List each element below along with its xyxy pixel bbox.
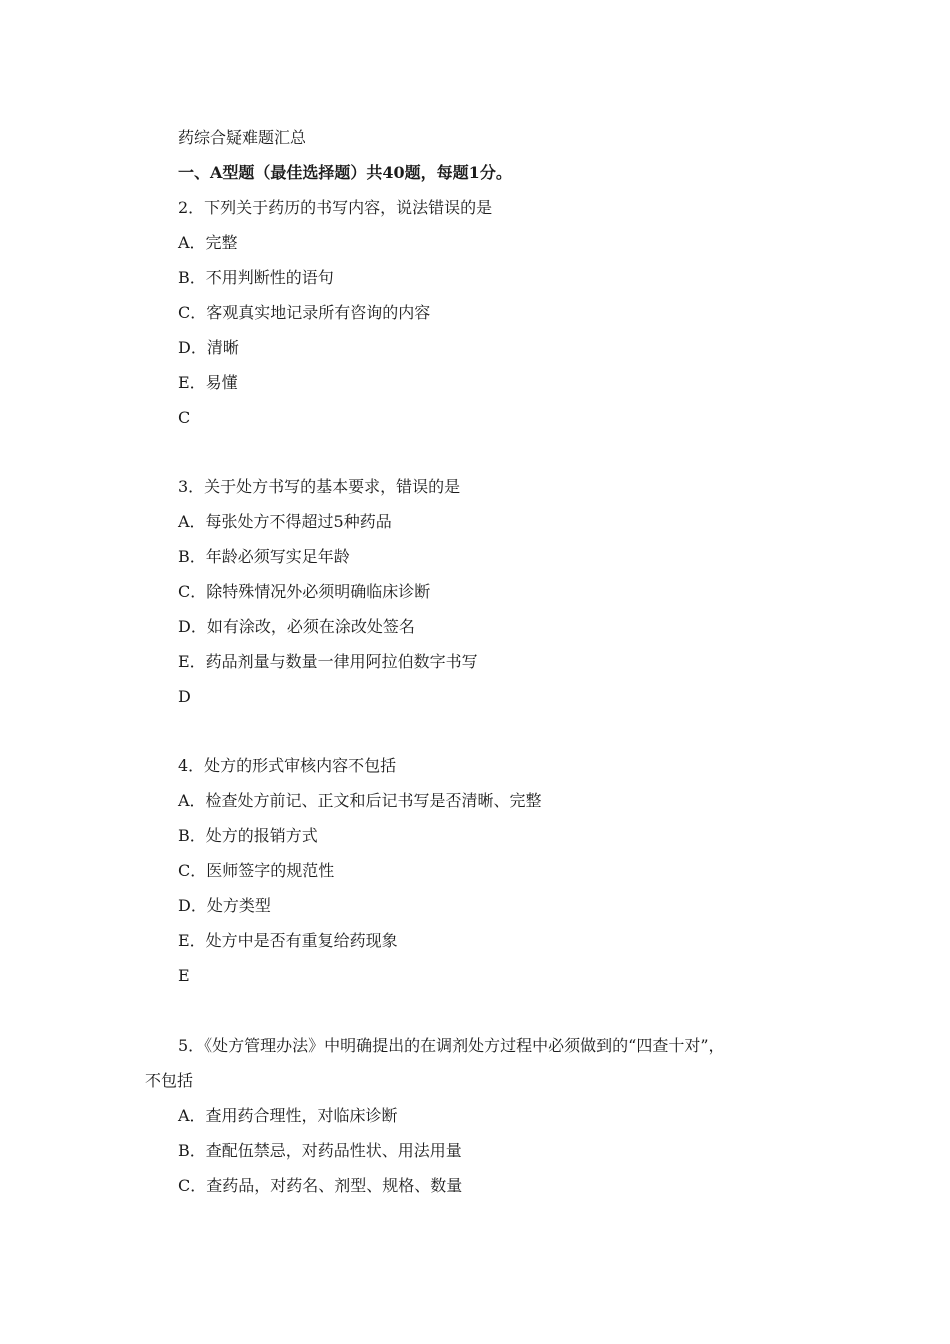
section-heading: 一、A型题（最佳选择题）共40题，每题1分。 — [178, 163, 512, 182]
question-stem: 2．下列关于药历的书写内容，说法错误的是 — [178, 198, 493, 217]
option-d: D．清晰 — [178, 338, 239, 357]
option-c: C．除特殊情况外必须明确临床诊断 — [178, 582, 431, 601]
question-stem: 4．处方的形式审核内容不包括 — [178, 756, 397, 775]
option-e: E．药品剂量与数量一律用阿拉伯数字书写 — [178, 652, 478, 671]
option-a: A．完整 — [178, 233, 238, 252]
answer: E — [178, 966, 190, 985]
answer: C — [178, 408, 191, 427]
option-d: D．如有涂改，必须在涂改处签名 — [178, 617, 415, 636]
option-c: C．查药品，对药名、剂型、规格、数量 — [178, 1176, 463, 1195]
option-b: B．不用判断性的语句 — [178, 268, 334, 287]
question-stem: 5．《处方管理办法》中明确提出的在调剂处方过程中必须做到的“四查十对”， — [178, 1036, 725, 1055]
option-e: E．易懂 — [178, 373, 238, 392]
option-c: C．客观真实地记录所有咨询的内容 — [178, 303, 431, 322]
option-b: B．年龄必须写实足年龄 — [178, 547, 350, 566]
option-a: A．检查处方前记、正文和后记书写是否清晰、完整 — [178, 791, 542, 810]
option-b: B．处方的报销方式 — [178, 826, 318, 845]
option-b: B．查配伍禁忌，对药品性状、用法用量 — [178, 1141, 462, 1160]
option-d: D．处方类型 — [178, 896, 271, 915]
option-a: A．查用药合理性，对临床诊断 — [178, 1106, 398, 1125]
option-e: E．处方中是否有重复给药现象 — [178, 931, 398, 950]
option-a: A．每张处方不得超过5种药品 — [178, 512, 392, 531]
answer: D — [178, 687, 191, 706]
question-stem: 3．关于处方书写的基本要求，错误的是 — [178, 477, 461, 496]
question-stem-continued: 不包括 — [145, 1071, 194, 1090]
option-c: C．医师签字的规范性 — [178, 861, 335, 880]
document-title: 药综合疑难题汇总 — [178, 128, 307, 147]
